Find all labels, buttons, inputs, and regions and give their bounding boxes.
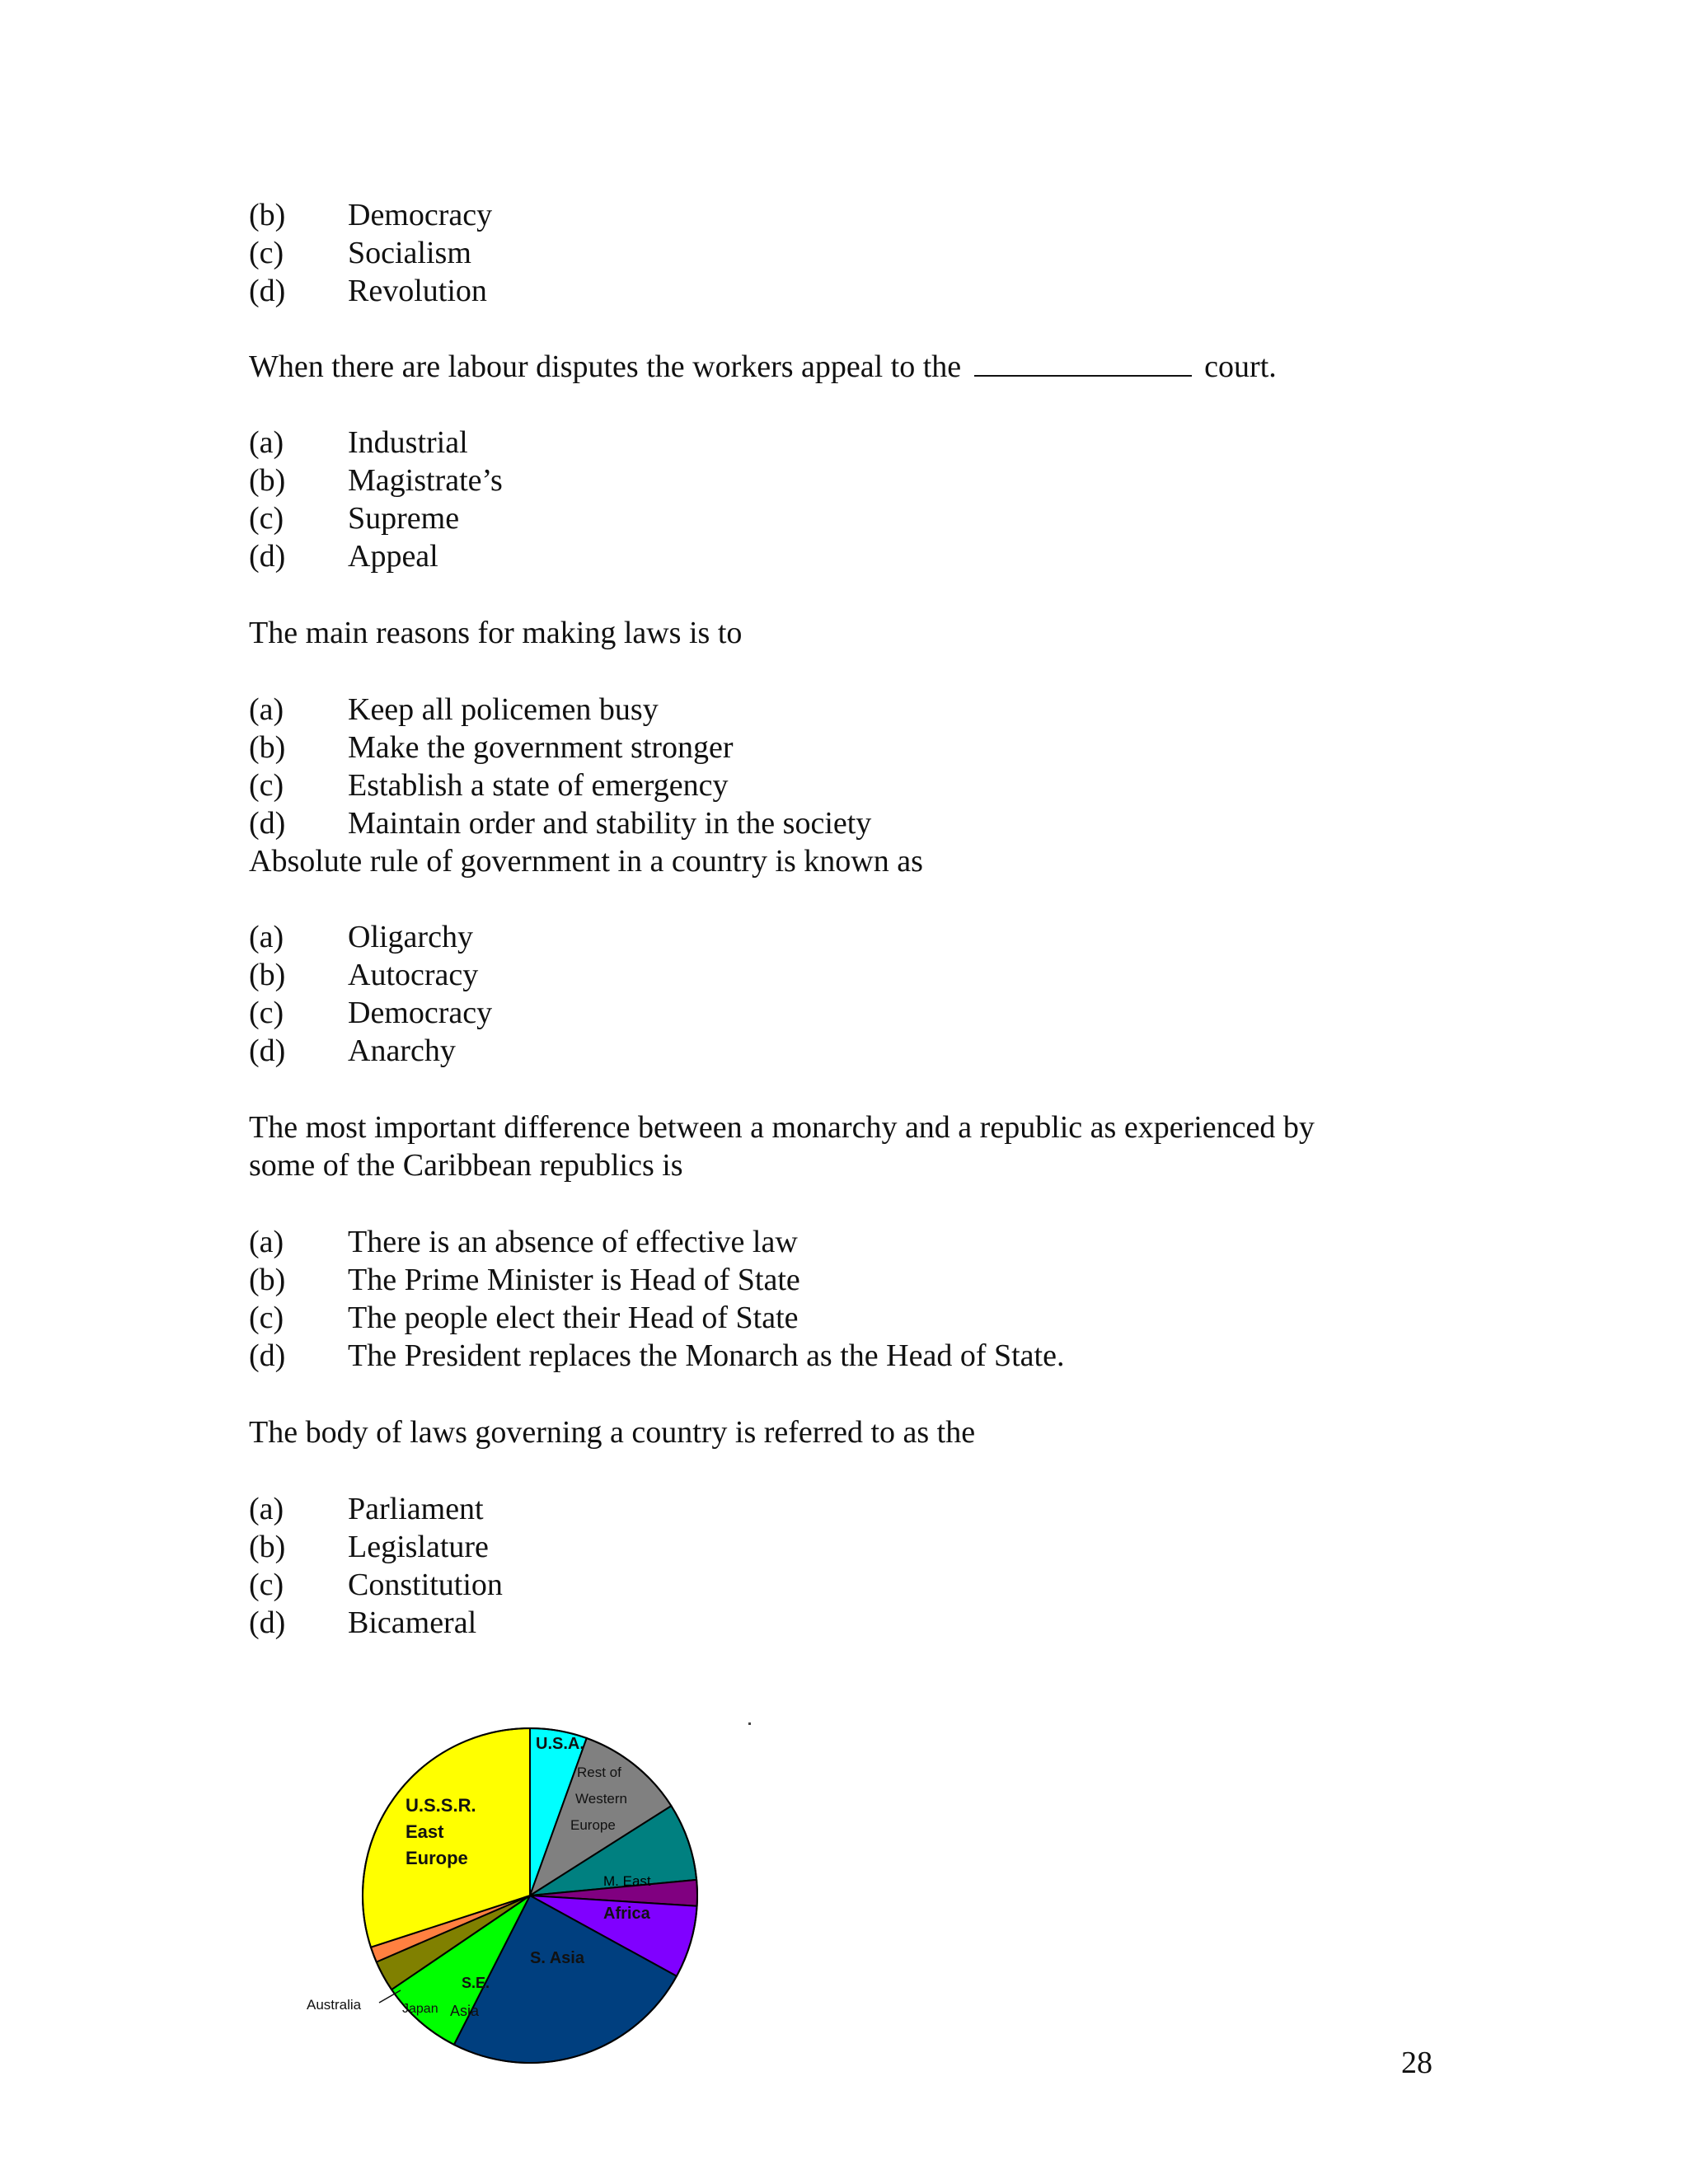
- option-text: Constitution: [348, 1568, 503, 1602]
- pie-chart-svg: [297, 1706, 758, 2085]
- option-b: [249, 1528, 1485, 1566]
- option-letter: (d): [249, 539, 286, 574]
- option-letter: (a): [249, 1492, 284, 1526]
- option-letter: (c): [249, 236, 284, 270]
- question-absolute-rule: [249, 842, 1485, 880]
- option-text: Socialism: [348, 236, 471, 270]
- options-monarchy-republic: [249, 1223, 1485, 1375]
- option-letter: (c): [249, 1301, 284, 1335]
- option-letter: (d): [249, 806, 286, 841]
- option-a: [249, 424, 1485, 462]
- option-letter: (b): [249, 730, 286, 765]
- option-text: Industrial: [348, 425, 468, 460]
- option-c: [249, 766, 1485, 804]
- option-b: [249, 462, 1485, 499]
- option-text: Autocracy: [348, 958, 479, 992]
- answer-blank: [974, 350, 1192, 377]
- question-monarchy-republic: [249, 1108, 1485, 1184]
- question-labour-disputes: [249, 348, 1485, 386]
- option-text: Appeal: [348, 539, 438, 574]
- option-d: [249, 1604, 1485, 1642]
- option-text: Establish a state of emergency: [348, 768, 729, 803]
- question-fragment: [249, 196, 1485, 310]
- option-c: [249, 1566, 1485, 1604]
- question-prompt: The main reasons for making laws is to: [249, 616, 743, 650]
- label-se-asia-2: Asia: [450, 2003, 480, 2019]
- option-letter: (a): [249, 920, 284, 954]
- option-a: [249, 1490, 1485, 1528]
- option-letter: (c): [249, 1568, 284, 1602]
- option-text: Bicameral: [348, 1605, 477, 1640]
- option-letter: (a): [249, 1225, 284, 1259]
- option-text: Parliament: [348, 1492, 484, 1526]
- question-prompt-line-1: The most important difference between a monarchy and a republic as experienced by: [249, 1110, 1315, 1145]
- option-text: Anarchy: [348, 1033, 456, 1068]
- option-a: [249, 918, 1485, 956]
- question-prompt: Absolute rule of government in a country is known as: [249, 844, 923, 879]
- option-letter: (b): [249, 958, 286, 992]
- option-text: Maintain order and stability in the society: [348, 806, 872, 841]
- option-letter: (a): [249, 425, 284, 460]
- option-text: Democracy: [348, 996, 493, 1030]
- option-text: The Prime Minister is Head of State: [348, 1263, 800, 1297]
- options-body-of-laws: [249, 1490, 1485, 1642]
- option-text: The President replaces the Monarch as the Head of State.: [348, 1338, 1065, 1373]
- label-rest-of-western-europe-1: Rest of: [577, 1765, 621, 1780]
- label-ussr-3: Europe: [406, 1848, 468, 1868]
- pie-chart: [297, 1706, 758, 2085]
- label-ussr-1: U.S.S.R.: [406, 1795, 476, 1816]
- option-letter: (a): [249, 692, 284, 727]
- option-text: Keep all policemen busy: [348, 692, 659, 727]
- label-africa: Africa: [603, 1905, 650, 1923]
- label-japan: Japan: [402, 2002, 438, 2016]
- option-b: [249, 196, 1485, 234]
- question-prompt: [249, 348, 1485, 386]
- option-letter: (d): [249, 1605, 286, 1640]
- option-c: [249, 234, 1485, 272]
- option-letter: (d): [249, 1033, 286, 1068]
- option-d: [249, 272, 1485, 310]
- label-ussr-2: East: [406, 1821, 444, 1842]
- option-c: [249, 994, 1485, 1032]
- option-text: Make the government stronger: [348, 730, 734, 765]
- option-letter: (b): [249, 198, 286, 232]
- option-text: Revolution: [348, 274, 487, 308]
- label-rest-of-western-europe-3: Europe: [570, 1817, 616, 1833]
- label-usa: U.S.A.: [536, 1735, 584, 1753]
- option-text: There is an absence of effective law: [348, 1225, 798, 1259]
- option-b: [249, 1261, 1485, 1299]
- option-d: [249, 537, 1485, 575]
- options-labour-disputes: [249, 424, 1485, 575]
- option-letter: (b): [249, 463, 286, 498]
- prompt-before-blank: When there are labour disputes the workers appeal to the: [249, 349, 962, 384]
- page-number: 28: [1401, 2046, 1432, 2080]
- question-body-of-laws: [249, 1413, 1485, 1451]
- option-a: [249, 691, 1485, 729]
- question-prompt-line-2: some of the Caribbean republics is: [249, 1148, 683, 1183]
- label-s-asia: S. Asia: [530, 1949, 584, 1967]
- option-letter: (c): [249, 996, 284, 1030]
- option-text: Magistrate’s: [348, 463, 503, 498]
- option-letter: (c): [249, 768, 284, 803]
- label-se-asia-1: S.E.: [462, 1975, 490, 1991]
- option-d: [249, 1337, 1485, 1375]
- question-prompt: The body of laws governing a country is referred to as the: [249, 1415, 976, 1450]
- option-c: [249, 1299, 1485, 1337]
- stray-mark: [748, 1722, 751, 1725]
- label-m-east: M. East: [603, 1873, 651, 1889]
- option-d: [249, 1032, 1485, 1070]
- option-letter: (c): [249, 501, 284, 536]
- options-reasons-for-laws: [249, 691, 1485, 842]
- question-reasons-for-laws: [249, 614, 1485, 652]
- option-letter: (d): [249, 1338, 286, 1373]
- label-rest-of-western-europe-2: Western: [575, 1791, 627, 1807]
- option-letter: (b): [249, 1530, 286, 1564]
- option-text: Legislature: [348, 1530, 489, 1564]
- options-absolute-rule: [249, 918, 1485, 1070]
- label-australia: Australia: [307, 1997, 362, 2013]
- option-a: [249, 1223, 1485, 1261]
- option-d: [249, 804, 1485, 842]
- option-text: Supreme: [348, 501, 460, 536]
- option-b: [249, 956, 1485, 994]
- option-text: The people elect their Head of State: [348, 1301, 799, 1335]
- prompt-after-blank: court.: [1204, 349, 1277, 384]
- option-letter: (d): [249, 274, 286, 308]
- option-b: [249, 729, 1485, 766]
- option-text: Oligarchy: [348, 920, 473, 954]
- option-text: Democracy: [348, 198, 493, 232]
- option-letter: (b): [249, 1263, 286, 1297]
- option-c: [249, 499, 1485, 537]
